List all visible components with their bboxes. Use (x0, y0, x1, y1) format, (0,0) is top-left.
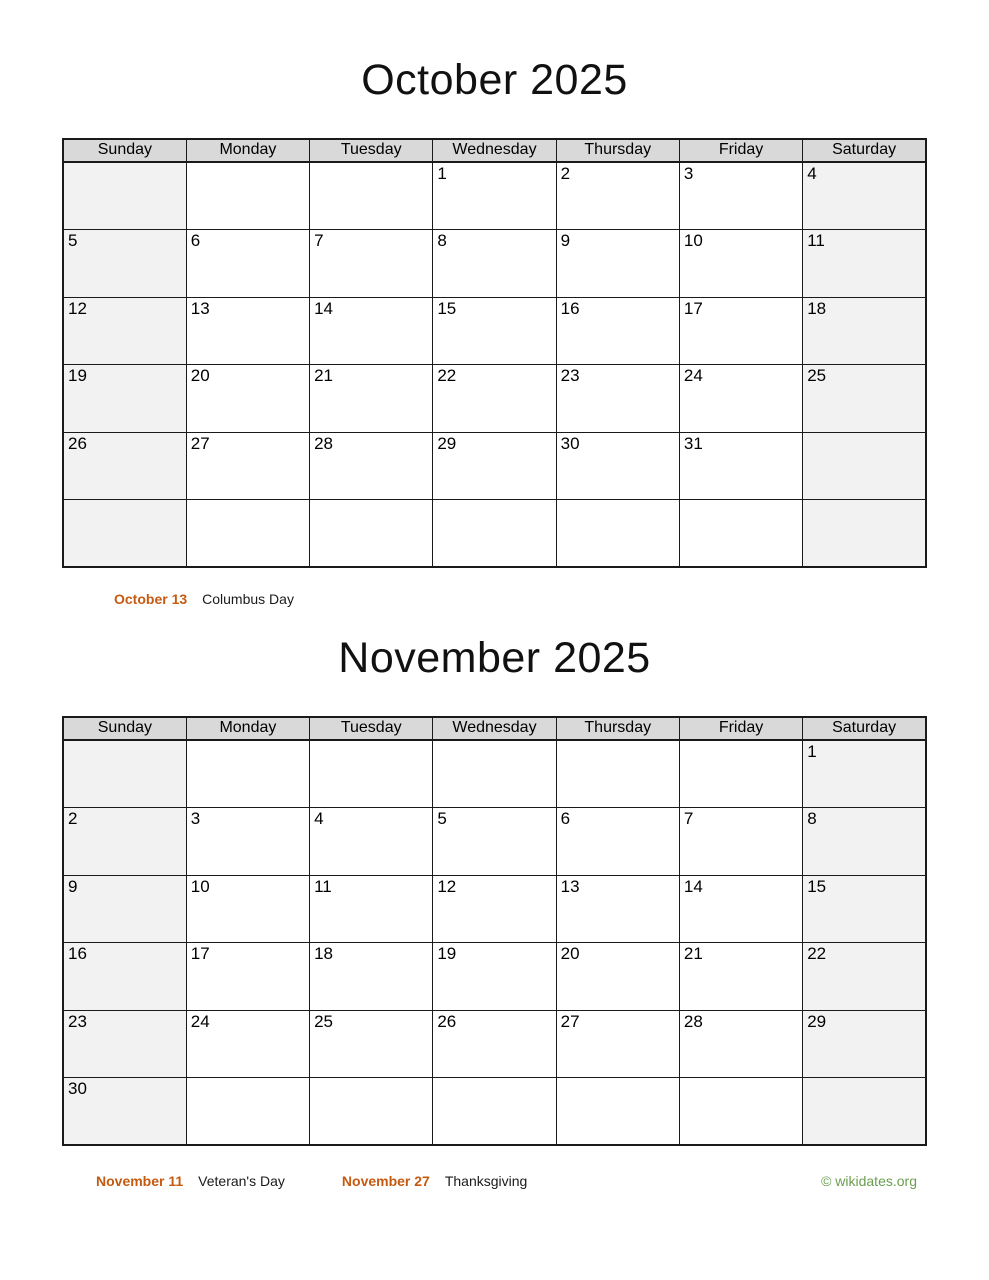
november-day-20: 20 (556, 943, 679, 1011)
november-day-16: 16 (63, 943, 186, 1011)
day-header-friday: Friday (679, 717, 802, 740)
november-day-14: 14 (679, 875, 802, 943)
holiday-name: Columbus Day (202, 591, 294, 608)
october-day-2: 2 (556, 162, 679, 230)
november-day-8: 8 (803, 808, 926, 876)
holiday-note-veterans-day (96, 1173, 285, 1190)
november-day-5: 5 (433, 808, 556, 876)
november-day-12: 12 (433, 875, 556, 943)
page-content (62, 0, 927, 1190)
october-day-14: 14 (310, 297, 433, 365)
november-day-10: 10 (186, 875, 309, 943)
day-header-row (63, 139, 926, 162)
october-empty-cell (310, 500, 433, 568)
calendar-week-row (63, 1078, 926, 1146)
holiday-notes-november (62, 1173, 927, 1190)
month-title-october: October 2025 (361, 56, 628, 104)
october-empty-cell (63, 162, 186, 230)
october-day-31: 31 (679, 432, 802, 500)
day-header-saturday: Saturday (803, 139, 926, 162)
november-empty-cell (186, 740, 309, 808)
day-header-row (63, 717, 926, 740)
november-empty-cell (803, 1078, 926, 1146)
holiday-date: October 13 (114, 591, 188, 608)
november-day-19: 19 (433, 943, 556, 1011)
november-day-13: 13 (556, 875, 679, 943)
october-empty-cell (803, 500, 926, 568)
october-empty-cell (556, 500, 679, 568)
october-day-7: 7 (310, 230, 433, 298)
day-header-wednesday: Wednesday (433, 139, 556, 162)
october-day-11: 11 (803, 230, 926, 298)
november-empty-cell (433, 740, 556, 808)
calendar-week-row (63, 943, 926, 1011)
holiday-date: November 27 (341, 1173, 430, 1190)
calendar-week-row (63, 740, 926, 808)
day-header-friday: Friday (679, 139, 802, 162)
holiday-name: Veteran's Day (198, 1173, 285, 1190)
november-day-15: 15 (803, 875, 926, 943)
october-empty-cell (186, 162, 309, 230)
october-empty-cell (433, 500, 556, 568)
november-day-9: 9 (63, 875, 186, 943)
calendar-week-row (63, 162, 926, 230)
day-header-monday: Monday (186, 139, 309, 162)
calendar-week-row (63, 875, 926, 943)
day-header-thursday: Thursday (556, 139, 679, 162)
november-empty-cell (679, 740, 802, 808)
november-day-6: 6 (556, 808, 679, 876)
october-day-5: 5 (63, 230, 186, 298)
day-header-saturday: Saturday (803, 717, 926, 740)
october-day-23: 23 (556, 365, 679, 433)
calendar-week-row (63, 297, 926, 365)
october-day-28: 28 (310, 432, 433, 500)
holiday-note-thanksgiving (342, 1173, 527, 1190)
october-day-25: 25 (803, 365, 926, 433)
month-section-october (62, 0, 927, 608)
october-day-24: 24 (679, 365, 802, 433)
november-empty-cell (310, 740, 433, 808)
october-day-21: 21 (310, 365, 433, 433)
october-day-16: 16 (556, 297, 679, 365)
october-day-3: 3 (679, 162, 802, 230)
calendar-table-october (62, 138, 927, 568)
october-day-9: 9 (556, 230, 679, 298)
october-day-22: 22 (433, 365, 556, 433)
october-day-17: 17 (679, 297, 802, 365)
october-day-4: 4 (803, 162, 926, 230)
october-day-26: 26 (63, 432, 186, 500)
holiday-note-columbus-day (114, 591, 294, 607)
october-day-29: 29 (433, 432, 556, 500)
october-day-20: 20 (186, 365, 309, 433)
calendar-week-row (63, 230, 926, 298)
november-empty-cell (556, 740, 679, 808)
day-header-tuesday: Tuesday (310, 717, 433, 740)
holiday-notes-october (62, 591, 927, 608)
october-day-10: 10 (679, 230, 802, 298)
november-empty-cell (310, 1078, 433, 1146)
october-day-15: 15 (433, 297, 556, 365)
day-header-thursday: Thursday (556, 717, 679, 740)
november-day-17: 17 (186, 943, 309, 1011)
october-day-12: 12 (63, 297, 186, 365)
november-day-18: 18 (310, 943, 433, 1011)
wikidates-credit: © wikidates.org (821, 1173, 917, 1190)
november-day-7: 7 (679, 808, 802, 876)
calendar-table-november (62, 716, 927, 1146)
november-day-1: 1 (803, 740, 926, 808)
calendar-week-row (63, 808, 926, 876)
november-day-27: 27 (556, 1010, 679, 1078)
holiday-date: November 11 (96, 1173, 184, 1190)
day-header-sunday: Sunday (63, 717, 186, 740)
november-day-25: 25 (310, 1010, 433, 1078)
november-empty-cell (679, 1078, 802, 1146)
november-empty-cell (186, 1078, 309, 1146)
day-header-sunday: Sunday (63, 139, 186, 162)
november-day-26: 26 (433, 1010, 556, 1078)
october-empty-cell (803, 432, 926, 500)
november-day-29: 29 (803, 1010, 926, 1078)
day-header-wednesday: Wednesday (433, 717, 556, 740)
november-day-24: 24 (186, 1010, 309, 1078)
november-day-4: 4 (310, 808, 433, 876)
october-day-13: 13 (186, 297, 309, 365)
day-header-tuesday: Tuesday (310, 139, 433, 162)
october-day-1: 1 (433, 162, 556, 230)
november-day-3: 3 (186, 808, 309, 876)
day-header-monday: Monday (186, 717, 309, 740)
november-day-23: 23 (63, 1010, 186, 1078)
october-empty-cell (63, 500, 186, 568)
calendar-week-row (63, 500, 926, 568)
november-day-28: 28 (679, 1010, 802, 1078)
november-empty-cell (63, 740, 186, 808)
november-day-30: 30 (63, 1078, 186, 1146)
october-empty-cell (310, 162, 433, 230)
month-section-november (62, 608, 927, 1190)
november-empty-cell (433, 1078, 556, 1146)
october-empty-cell (186, 500, 309, 568)
november-day-21: 21 (679, 943, 802, 1011)
october-empty-cell (679, 500, 802, 568)
calendar-week-row (63, 432, 926, 500)
november-day-22: 22 (803, 943, 926, 1011)
november-empty-cell (556, 1078, 679, 1146)
october-day-8: 8 (433, 230, 556, 298)
october-day-6: 6 (186, 230, 309, 298)
november-day-2: 2 (63, 808, 186, 876)
november-day-11: 11 (310, 875, 433, 943)
october-day-18: 18 (803, 297, 926, 365)
october-day-27: 27 (186, 432, 309, 500)
calendar-week-row (63, 1010, 926, 1078)
october-day-19: 19 (63, 365, 186, 433)
october-day-30: 30 (556, 432, 679, 500)
calendar-week-row (63, 365, 926, 433)
month-title-november: November 2025 (338, 633, 651, 682)
holiday-name: Thanksgiving (444, 1173, 528, 1190)
